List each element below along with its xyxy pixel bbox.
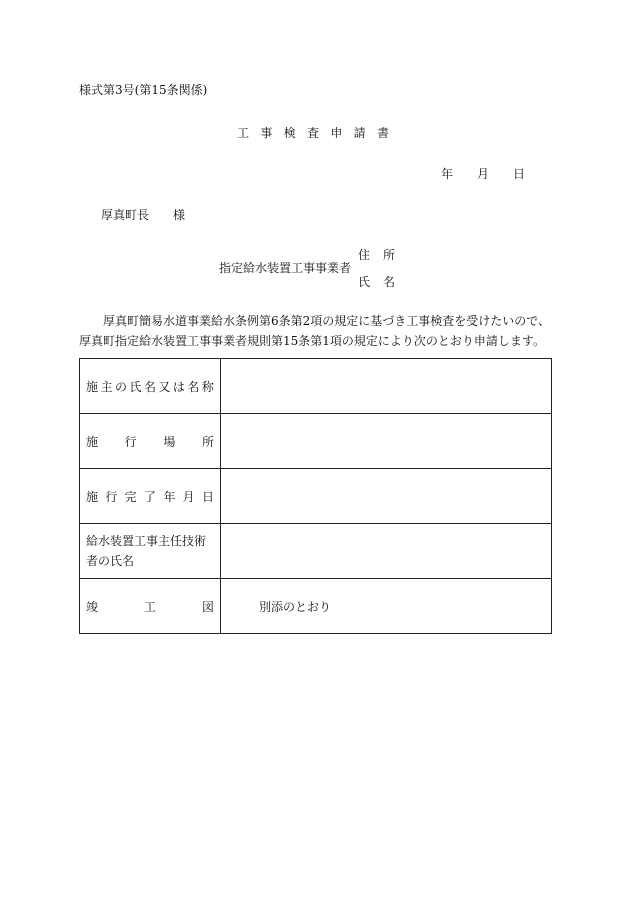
date-year: 年 [441, 167, 454, 181]
row-label: 竣 工 図 [86, 599, 214, 614]
addressee [101, 208, 185, 222]
row-label-cell [80, 414, 221, 469]
row-label: 施 行 完 了 年 月 日 [86, 489, 214, 504]
row-value-field[interactable] [221, 469, 552, 524]
row-label: 給水装置工事主任技術者の氏名 [86, 534, 207, 568]
name-label: 氏 名 [358, 275, 395, 289]
table-row [80, 469, 552, 524]
row-label-cell [80, 469, 221, 524]
address-label: 住 所 [358, 248, 395, 262]
row-label-cell [80, 524, 221, 579]
applicant-label: 指定給水装置工事事業者 [219, 261, 352, 275]
addressee-name: 厚真町長 [101, 208, 150, 222]
body-text: 厚真町簡易水道事業給水条例第6条第2項の規定に基づき工事検査を受けたいので、厚真町指定給水装置工事事業者規則第15条第1項の規定により次のとおり申請します。 [79, 314, 551, 348]
form-number: 様式第3号(第15条関係) [79, 83, 208, 97]
row-label: 施 主 の 氏 名 又 は 名 称 [86, 379, 214, 394]
row-value-field[interactable] [221, 359, 552, 414]
date-month: 月 [477, 167, 490, 181]
addressee-honorific: 様 [173, 208, 186, 222]
body-paragraph [79, 311, 553, 351]
application-table [79, 358, 552, 634]
row-label-cell [80, 359, 221, 414]
row-label: 施 行 場 所 [86, 434, 214, 449]
table-row [80, 524, 552, 579]
date-line [441, 167, 525, 181]
document-title: 工 事 検 査 申 請 書 [237, 126, 389, 140]
table-row [80, 414, 552, 469]
row-value-field[interactable]: 別添のとおり [221, 579, 552, 634]
row-value-field[interactable] [221, 414, 552, 469]
date-day: 日 [513, 167, 526, 181]
row-value-field[interactable] [221, 524, 552, 579]
row-label-cell [80, 579, 221, 634]
table-row [80, 359, 552, 414]
table-row [80, 579, 552, 634]
